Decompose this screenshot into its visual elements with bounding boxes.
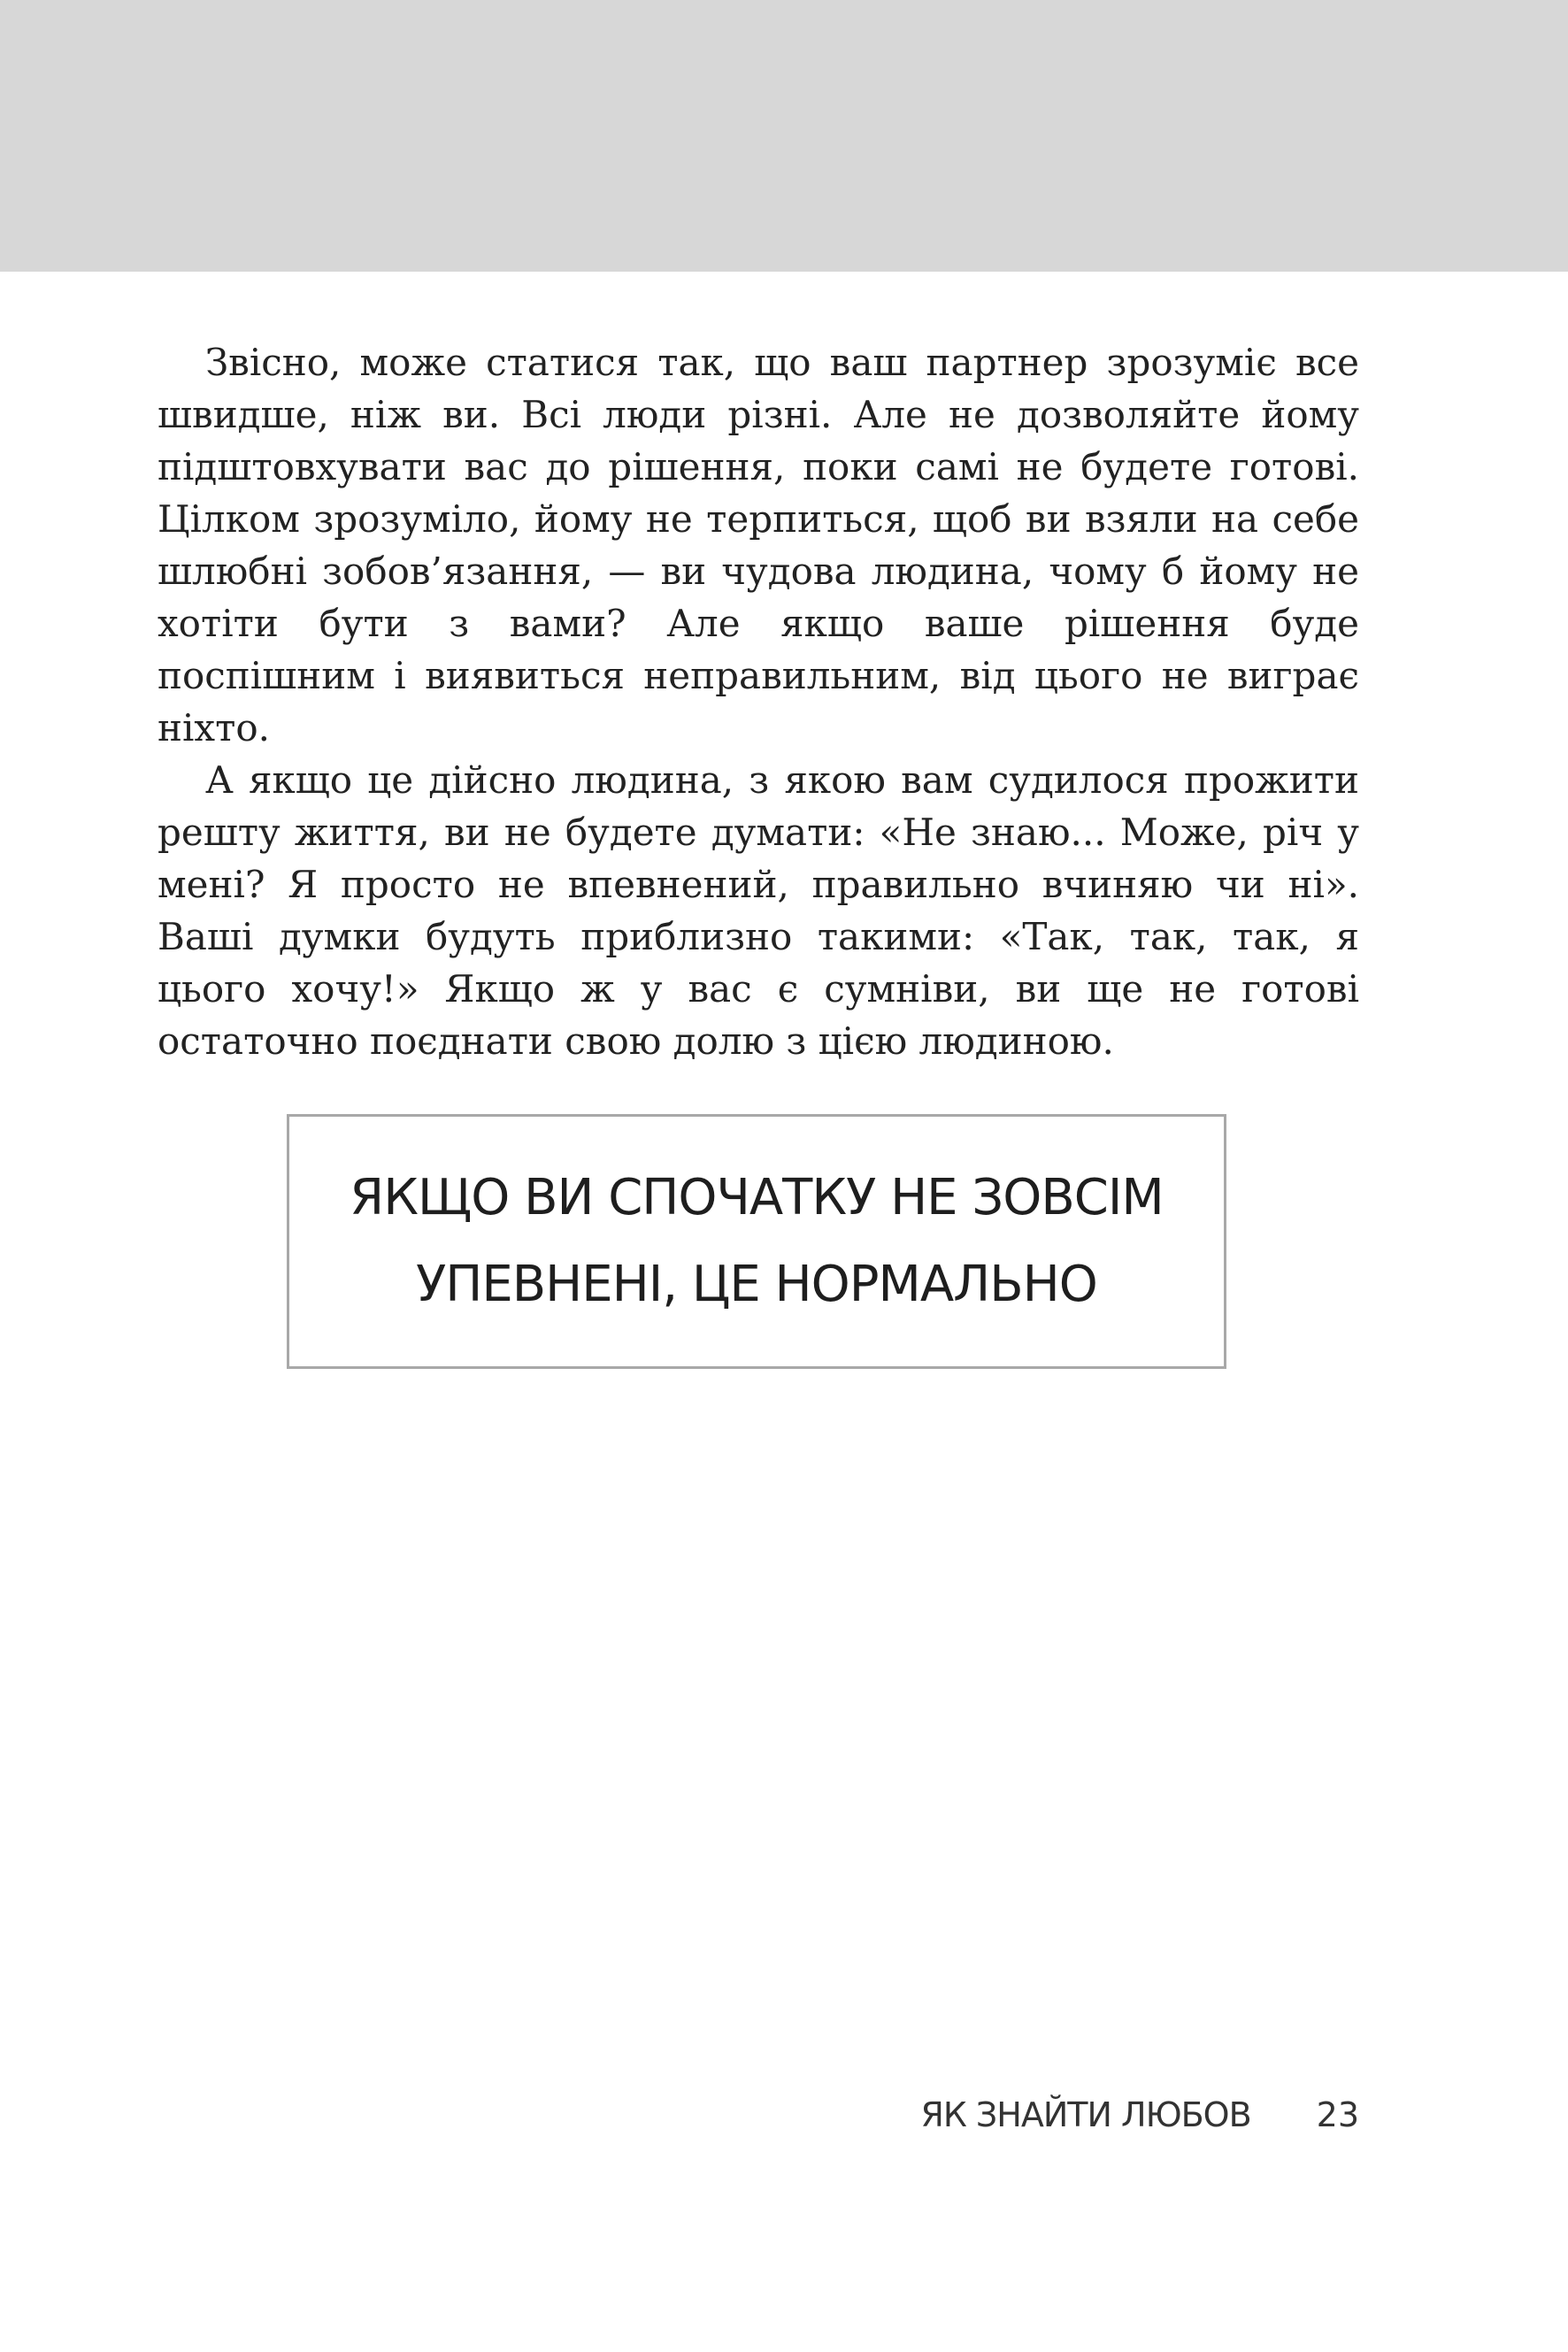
callout-text: ЯКЩО ВИ СПОЧАТКУ НЕ ЗОВСІМ УПЕВНЕНІ, ЦЕ НОРМАЛЬНО <box>350 1169 1164 1313</box>
callout-box <box>287 1114 1226 1369</box>
paragraph: А якщо це дійсно людина, з якою вам судилося прожити решту життя, ви не будете думати: «Не знаю... Може, річ у мені? Я просто не впевнений, правильно вчиняю чи ні». Ваші думки будуть приблизно такими: «Так, так, так, я цього хочу!» Якщо ж у вас є сумніви, ви ще не готові остаточно поєднати свою долю з цією людиною. <box>158 758 1359 1063</box>
page-footer <box>920 2095 1359 2134</box>
header-band <box>0 0 1568 272</box>
paragraph: Звісно, може статися так, що ваш партнер зрозуміє все швидше, ніж ви. Всі люди різні. Але не дозволяйте йому підштовхувати вас до рішення, поки самі не будете готові. Цілком зрозуміло, йому не терпиться, щоб ви взяли на себе шлюбні зобов’язання, — ви чудова людина, чому б йому не хотіти бути з вами? Але якщо ваше рішення буде поспішним і виявиться неправильним, від цього не виграє ніхто. <box>158 341 1359 749</box>
page-number: 23 <box>1316 2095 1359 2134</box>
body-text <box>158 336 1359 1067</box>
running-title: ЯК ЗНАЙТИ ЛЮБОВ <box>920 2095 1251 2134</box>
